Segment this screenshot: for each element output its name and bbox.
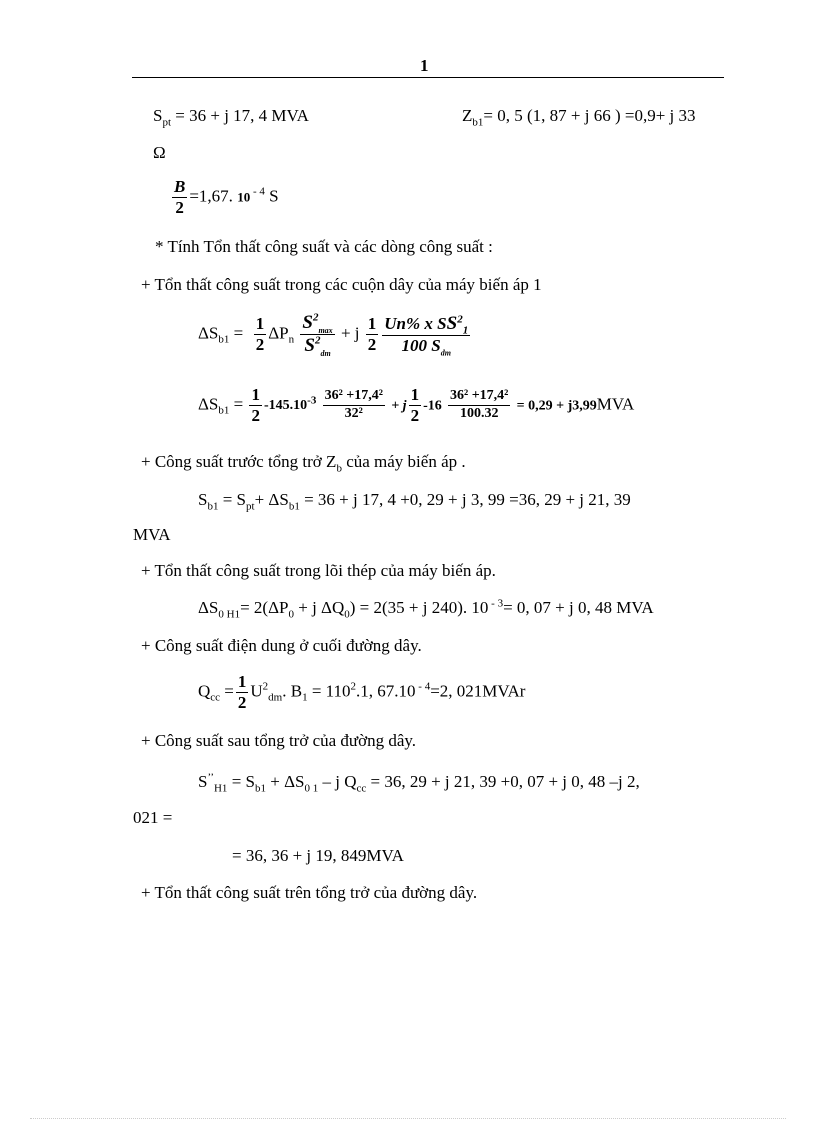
continuation-021: 021 = — [133, 808, 173, 827]
page-number: 1 — [420, 56, 429, 75]
loss-windings-text: + Tổn thất công suất trong các cuộn dây của máy biến áp 1 — [141, 275, 542, 294]
loss-line-text: + Tổn thất công suất trên tổng trở của đường dây. — [141, 883, 478, 902]
mva-continuation: MVA — [133, 525, 171, 544]
ds0-equation: $\Delta S_{0 H1}= 2(\Delta P_0 + j$ $\Delta Q_0) = 2(35 + j$ 240). 10 $^{- 3}$= 0, 07 + j 0, 48 MVA — [198, 597, 654, 621]
sb1-equation: $S_{b1} = S_{pt}+ \Delta S_{b1} = 36 + j$ 17, 4 +0, 29 + j 3, 99 =36, 29 + j 21, 39 — [198, 490, 631, 513]
cap-power-text: + Công suất điện dung ở cuối đường dây. — [141, 636, 422, 655]
sh1-equation: $S^{’’}_{H1} = S_{b1} + \Delta S_{0 1} - j$ $Q_{cc} = 36$, 29 + j 21, 39 +0, 07 + j 0, 48 –j 2, — [198, 771, 640, 795]
zb1-line: $Z_{b1}= 0$, 5 (1, 87 + j 66 ) =0,9+ j 33 — [462, 106, 696, 129]
formula-delta-sb1-numeric: $\Delta S_{b1}$ = $\frac{1}{2}$ $-145.10^{-3}$ $\frac{\text{36² +17,4²}}{\text{32²}}$ + j $\frac{1}{2}$ -16 $\frac{\text{36² +17,4²}}{100.32}$ = 0,29 + j3,99MVA — [198, 385, 635, 425]
heading-loss-calc: * Tính Tổn thất công suất và các dòng công suất : — [155, 237, 493, 256]
power-before-text: + Công suất trước tổng trở $Z_b$ của máy biến áp . — [141, 452, 466, 475]
spt-line: $S_{pt} = 36 + j$ 17, 4 MVA — [153, 106, 309, 129]
qcc-equation: $Q_{cc}$ = $\frac{1}{2}$ $U^2_{dm}$. $B_1 = 110^2.1$, 67.10 $^{- 4}$=2, 021MVAr — [198, 672, 526, 712]
loss-core-text: + Tổn thất công suất trong lõi thép của máy biến áp. — [141, 561, 496, 580]
after-impedance-text: + Công suất sau tổng trở của đường dây. — [141, 731, 417, 750]
header-rule — [132, 77, 724, 78]
page-bottom-border — [30, 1118, 786, 1119]
omega-symbol: Ω — [153, 143, 166, 162]
b-over-2-line: $\frac{B}{2}$ =1,67. 10 $^{- 4}$ S — [174, 177, 279, 217]
result-line: = 36, 36 + j 19, 849MVA — [232, 846, 404, 865]
formula-delta-sb1: $\Delta S_{b1}$ = $\frac{1}{2}$ $\Delta P_n$ $\frac{S^2_{max}}{S^2_{dm}}$ + j $\frac{1}{2}$ $\frac{Un\% x SS^2_1}{100 S_{dm}}$ — [198, 311, 469, 358]
